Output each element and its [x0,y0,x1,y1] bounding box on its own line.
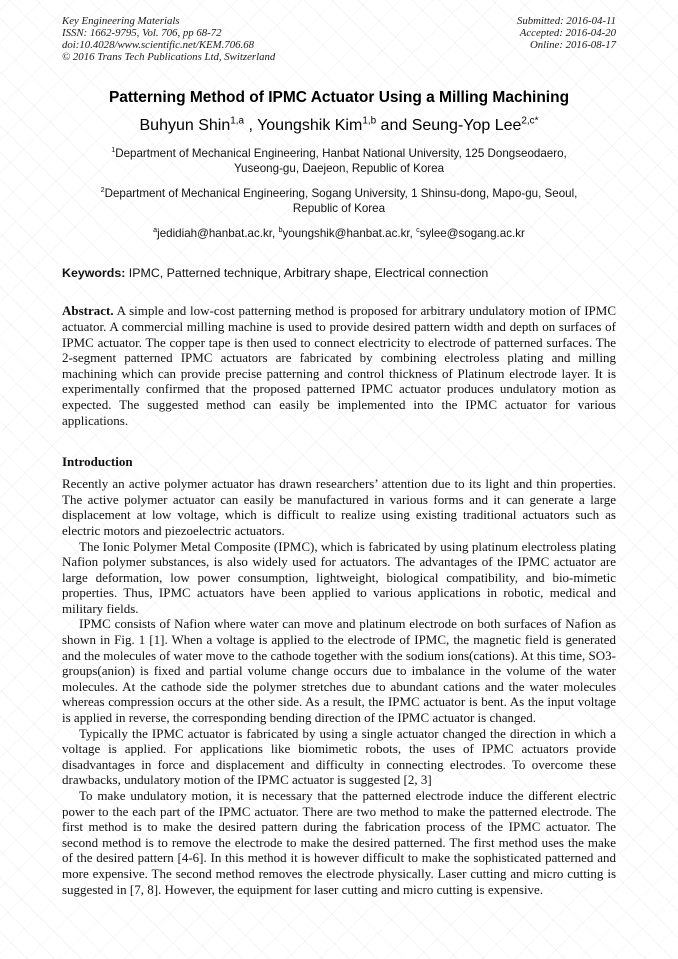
affiliation-1 [95,147,583,176]
journal-copyright: © 2016 Trans Tech Publications Ltd, Switzerland [62,51,276,64]
keywords-line [62,266,616,281]
journal-header [62,15,616,63]
author-separator-2: and [376,117,412,135]
intro-paragraph-2: The Ionic Polymer Metal Composite (IPMC), which is fabricated by using platinum electroless plating Nafion polymer substances, is also widely used for actuators. The advantages of the IPMC actuator are large deformation, low power consumption, lightweight, biological compatibility, and bio-mimetic properties. Thus, IPMC actuators have been applied to various applications in robotic, medical and military fields. [62,538,616,616]
paper-title: Patterning Method of IPMC Actuator Using a Milling Machining [108,89,570,107]
journal-doi: doi:10.4028/www.scientific.net/KEM.706.68 [62,39,255,52]
author-3-affil-mark: 2,c* [521,116,539,128]
keywords-label: Keywords: [62,266,126,281]
introduction-body [62,476,616,897]
author-2: Youngshik Kim [257,117,363,135]
affiliation-2 [95,187,583,216]
journal-header-left [62,15,275,63]
journal-issn: ISSN: 1662-9795, Vol. 706, pp 68-72 [62,27,222,40]
journal-name: Key Engineering Materials [62,15,180,27]
author-2-affil-mark: 1,b [362,116,377,128]
intro-paragraph-3: IPMC consists of Nafion where water can move and platinum electrode on both surfaces of Nafion as shown in Fig. 1 [1]. When a voltage is applied to the electrode of IPMC, the magnetic field is generated and the molecules of water move to the cathode together with the sodium ions(cations). At this time, SO3- groups(anion) is fixed and partial volume change occurs due to imbalance in the volume of the water molecules. At the cathode side the polymer stretches due to abundant cations and the water molecules whereas compression occurs at the other side. As a result, the IPMC actuator is bent. As the input voltage is applied in reverse, the corresponding bending direction of the IPMC actuator is changed. [62,616,616,726]
email-2: youngshik@hanbat.ac.kr, [282,227,417,241]
accepted-date: Accepted: 2016-04-20 [519,27,616,40]
journal-header-right [517,15,616,63]
email-2-mark: b [278,225,283,235]
author-emails [62,227,616,241]
email-1: jedidiah@hanbat.ac.kr, [157,227,279,241]
affiliation-1-mark: 1 [111,145,116,155]
affiliation-2-text: Department of Mechanical Engineering, Sogang University, 1 Shinsu-dong, Mapo-gu, Seoul, Republic of Korea [104,187,578,215]
affiliation-1-text: Department of Mechanical Engineering, Hanbat National University, 125 Dongseodaero, Yuseong-gu, Daejeon, Republic of Korea [115,147,567,175]
keywords-text: IPMC, Patterned technique, Arbitrary shape, Electrical connection [125,266,489,281]
abstract-text: A simple and low-cost patterning method is proposed for arbitrary undulatory motion of IPMC actuator. A commercial milling machine is used to provide desired pattern width and depth on surfaces of IPMC actuator. The copper tape is then used to connect electricity to electrode of patterned surfaces. The 2-segment patterned IPMC actuators are fabricated by combining electroless plating and milling machining which can provide precise patterning and control thickness of Platinum electrode layer. It is experimentally confirmed that the proposed patterned IPMC actuator produces undulatory motion as expected. The suggested method can easily be implemented into the IPMC actuator for various applications. [62,303,616,428]
abstract-label: Abstract. [62,303,114,319]
online-date: Online: 2016-08-17 [529,39,616,52]
intro-paragraph-4: Typically the IPMC actuator is fabricated by using a single actuator changed the direction in which a voltage is applied. For applications like biomimetic robots, the uses of IPMC actuators provide disadvantages in force and displacement and difficulty in connecting electrodes. To overcome these drawbacks, undulatory motion of the IPMC actuator is suggested [2, 3] [62,725,616,788]
author-separator-1: , [244,117,258,135]
email-1-mark: a [153,225,158,235]
abstract [62,303,616,428]
email-3-mark: c [416,225,420,235]
email-3: sylee@sogang.ac.kr [419,227,525,241]
intro-paragraph-5: To make undulatory motion, it is necessary that the patterned electrode induce the different electric power to the each part of the IPMC actuator. There are two method to make the patterned electrode. The first method is to make the desired pattern during the fabrication process of the IPMC actuator. The second method is to remove the electrode to make the desired patterned. The first method uses the make of the desired pattern [4-6]. In this method it is however difficult to make the sophisticated patterned and more expensive. The second method removes the electrode physically. Laser cutting and micro cutting is suggested in [7, 8]. However, the equipment for laser cutting and micro cutting is expensive. [62,788,616,897]
introduction-heading: Introduction [62,454,133,470]
affiliation-2-mark: 2 [100,185,105,195]
author-1-affil-mark: 1,a [230,116,245,128]
submitted-date: Submitted: 2016-04-11 [516,15,616,27]
intro-paragraph-1: Recently an active polymer actuator has drawn researchers’ attention due to its light and thin properties. The active polymer actuator can easily be manufactured in various forms and it can generate a large displacement at low voltage, which is difficult to realize using existing traditional actuators such as electric motors and piezoelectric actuators. [62,476,616,538]
authors-line [62,116,616,136]
author-1: Buhyun Shin [139,117,231,135]
author-3: Seung-Yop Lee [411,117,522,135]
